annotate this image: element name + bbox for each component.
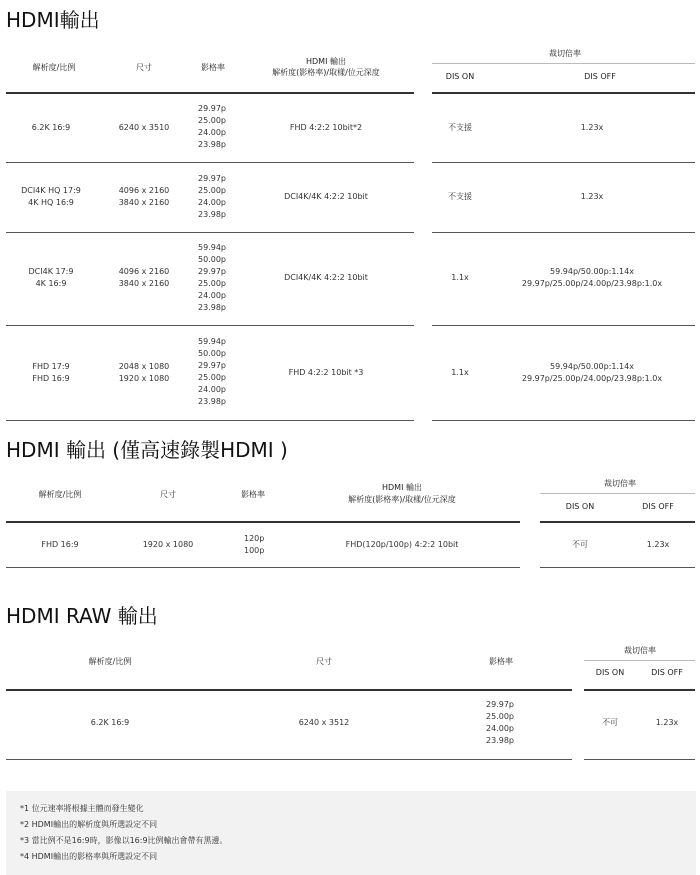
footnote-2: *2 HDMI輸出的解析度與所選設定不同 xyxy=(20,820,158,829)
s3-row1-rule-left xyxy=(6,759,572,760)
s1-header-framerate: 影格率 xyxy=(201,63,225,72)
s1-row4-dis-off-1: 59.94p/50.00p:1.14x xyxy=(550,362,634,371)
s1-row3-framerate-6: 23.98p xyxy=(198,303,226,312)
s3-row1-framerate-4: 23.98p xyxy=(486,736,514,745)
s1-header-rule-left xyxy=(6,92,414,94)
s1-row2-framerate-2: 25.00p xyxy=(198,186,226,195)
s1-header-crop: 裁切倍率 xyxy=(549,49,581,58)
s1-row1-framerate-3: 24.00p xyxy=(198,128,226,137)
s2-header-hdmi-line2: 解析度(影格率)/取樣/位元深度 xyxy=(348,495,456,504)
s2-header-rule-right xyxy=(540,521,695,523)
s1-header-dis-on: DIS ON xyxy=(445,72,475,81)
s2-header-rule-left xyxy=(6,521,520,523)
section3-title: HDMI RAW 輸出 xyxy=(6,604,158,628)
s1-row3-dis-off-2: 29.97p/25.00p/24.00p/23.98p:1.0x xyxy=(521,279,663,288)
s1-row1-rule-left xyxy=(6,162,414,163)
s1-row3-framerate-1: 59.94p xyxy=(198,243,226,252)
s1-row1-framerate-1: 29.97p xyxy=(198,104,226,113)
s1-header-size: 尺寸 xyxy=(136,63,152,72)
s1-row2-framerate-3: 24.00p xyxy=(198,198,226,207)
s1-row3-resolution-1: DCI4K 17:9 xyxy=(28,267,74,276)
s2-row1-rule-left xyxy=(6,567,520,568)
s1-row4-size-1: 2048 x 1080 xyxy=(118,362,170,371)
s3-row1-dis-on: 不可 xyxy=(602,718,618,727)
s1-row3-dis-on: 1.1x xyxy=(451,273,469,282)
s2-row1-framerate-2: 100p xyxy=(244,546,265,555)
s1-row4-framerate-5: 24.00p xyxy=(198,385,226,394)
s1-row3-framerate-2: 50.00p xyxy=(198,255,226,264)
s1-row2-framerate-4: 23.98p xyxy=(198,210,226,219)
s2-row1-dis-off: 1.23x xyxy=(646,540,670,549)
s3-row1-framerate-1: 29.97p xyxy=(486,700,514,709)
footnotes-panel xyxy=(6,791,696,875)
s2-row1-resolution: FHD 16:9 xyxy=(41,540,79,549)
s1-row3-rule-right xyxy=(432,325,695,326)
s1-crop-divider xyxy=(432,63,695,64)
s1-row4-dis-off-2: 29.97p/25.00p/24.00p/23.98p:1.0x xyxy=(521,374,663,383)
footnote-3: *3 當比例不是16:9時，影像以16:9比例輸出會帶有黑邊。 xyxy=(20,836,228,845)
s1-row2-resolution-1: DCI4K HQ 17:9 xyxy=(21,186,81,195)
s3-header-crop: 裁切倍率 xyxy=(624,646,656,655)
s2-crop-divider xyxy=(540,493,695,494)
s2-row1-dis-on: 不可 xyxy=(572,540,588,549)
s3-row1-framerate-3: 24.00p xyxy=(486,724,514,733)
s1-header-hdmi-line2: 解析度(影格率)/取樣/位元深度 xyxy=(272,68,380,77)
s3-row1-rule-right xyxy=(584,759,695,760)
s1-row4-size-2: 1920 x 1080 xyxy=(118,374,170,383)
s1-row3-framerate-4: 25.00p xyxy=(198,279,226,288)
s3-row1-framerate-2: 25.00p xyxy=(486,712,514,721)
s1-header-rule-right xyxy=(432,92,695,94)
footnote-1: *1 位元速率將根據主體而發生變化 xyxy=(20,804,144,813)
s1-row3-framerate-5: 24.00p xyxy=(198,291,226,300)
s1-row2-rule-right xyxy=(432,232,695,233)
s2-row1-hdmi: FHD(120p/100p) 4:2:2 10bit xyxy=(345,540,459,549)
s1-row4-framerate-3: 29.97p xyxy=(198,361,226,370)
s1-row1-framerate-2: 25.00p xyxy=(198,116,226,125)
s2-row1-size: 1920 x 1080 xyxy=(142,540,194,549)
s1-row4-resolution-1: FHD 17:9 xyxy=(32,362,70,371)
s1-row4-rule-left xyxy=(6,420,414,421)
s1-row2-framerate-1: 29.97p xyxy=(198,174,226,183)
s3-row1-size: 6240 x 3512 xyxy=(298,718,350,727)
s1-row4-resolution-2: FHD 16:9 xyxy=(32,374,70,383)
s3-header-resolution: 解析度/比例 xyxy=(88,657,132,666)
s1-row2-size-1: 4096 x 2160 xyxy=(118,186,170,195)
s2-header-crop: 裁切倍率 xyxy=(604,479,636,488)
s1-row3-size-1: 4096 x 2160 xyxy=(118,267,170,276)
s1-row2-dis-on: 不支援 xyxy=(448,192,472,201)
s1-row1-rule-right xyxy=(432,162,695,163)
s1-row1-size: 6240 x 3510 xyxy=(118,123,170,132)
s3-row1-resolution: 6.2K 16:9 xyxy=(90,718,130,727)
s1-row3-size-2: 3840 x 2160 xyxy=(118,279,170,288)
s1-header-resolution: 解析度/比例 xyxy=(32,63,76,72)
s1-row2-dis-off: 1.23x xyxy=(580,192,604,201)
s1-row1-dis-off: 1.23x xyxy=(580,123,604,132)
s2-header-hdmi-line1: HDMI 輸出 xyxy=(382,483,422,492)
s1-row4-framerate-6: 23.98p xyxy=(198,397,226,406)
s1-row4-framerate-1: 59.94p xyxy=(198,337,226,346)
s1-header-dis-off: DIS OFF xyxy=(584,72,616,81)
s2-header-dis-on: DIS ON xyxy=(565,502,595,511)
s3-header-rule-left xyxy=(6,689,572,691)
s1-row4-framerate-4: 25.00p xyxy=(198,373,226,382)
s1-row2-hdmi: DCI4K/4K 4:2:2 10bit xyxy=(284,192,368,201)
s1-row2-rule-left xyxy=(6,232,414,233)
s3-crop-divider xyxy=(584,660,695,661)
s3-header-dis-off: DIS OFF xyxy=(651,668,683,677)
s1-row3-framerate-3: 29.97p xyxy=(198,267,226,276)
s2-header-resolution: 解析度/比例 xyxy=(38,490,82,499)
s2-header-size: 尺寸 xyxy=(160,490,176,499)
s3-row1-dis-off: 1.23x xyxy=(655,718,679,727)
s1-row4-framerate-2: 50.00p xyxy=(198,349,226,358)
s1-row1-resolution: 6.2K 16:9 xyxy=(31,123,71,132)
section2-title: HDMI 輸出 (僅高速錄製HDMI ) xyxy=(6,438,288,462)
s1-row4-rule-right xyxy=(432,420,695,421)
s1-row3-hdmi: DCI4K/4K 4:2:2 10bit xyxy=(284,273,368,282)
section1-title: HDMI輸出 xyxy=(6,8,100,32)
s1-row2-size-2: 3840 x 2160 xyxy=(118,198,170,207)
s1-row3-rule-left xyxy=(6,325,414,326)
s1-row3-resolution-2: 4K 16:9 xyxy=(35,279,67,288)
s1-row3-dis-off-1: 59.94p/50.00p:1.14x xyxy=(550,267,634,276)
s3-header-dis-on: DIS ON xyxy=(595,668,625,677)
s2-row1-rule-right xyxy=(540,567,695,568)
s1-header-hdmi-line1: HDMI 輸出 xyxy=(306,57,346,66)
s1-row4-hdmi: FHD 4:2:2 10bit *3 xyxy=(288,368,364,377)
s2-row1-framerate-1: 120p xyxy=(244,534,265,543)
s3-header-framerate: 影格率 xyxy=(489,657,513,666)
s1-row1-hdmi: FHD 4:2:2 10bit*2 xyxy=(289,123,363,132)
s2-header-framerate: 影格率 xyxy=(241,490,265,499)
s3-header-size: 尺寸 xyxy=(316,657,332,666)
s1-row1-dis-on: 不支援 xyxy=(448,123,472,132)
footnote-4: *4 HDMI輸出的影格率與所選設定不同 xyxy=(20,852,158,861)
s1-row2-resolution-2: 4K HQ 16:9 xyxy=(28,198,74,207)
s1-row4-dis-on: 1.1x xyxy=(451,368,469,377)
s1-row1-framerate-4: 23.98p xyxy=(198,140,226,149)
s2-header-dis-off: DIS OFF xyxy=(642,502,674,511)
s3-header-rule-right xyxy=(584,689,695,691)
